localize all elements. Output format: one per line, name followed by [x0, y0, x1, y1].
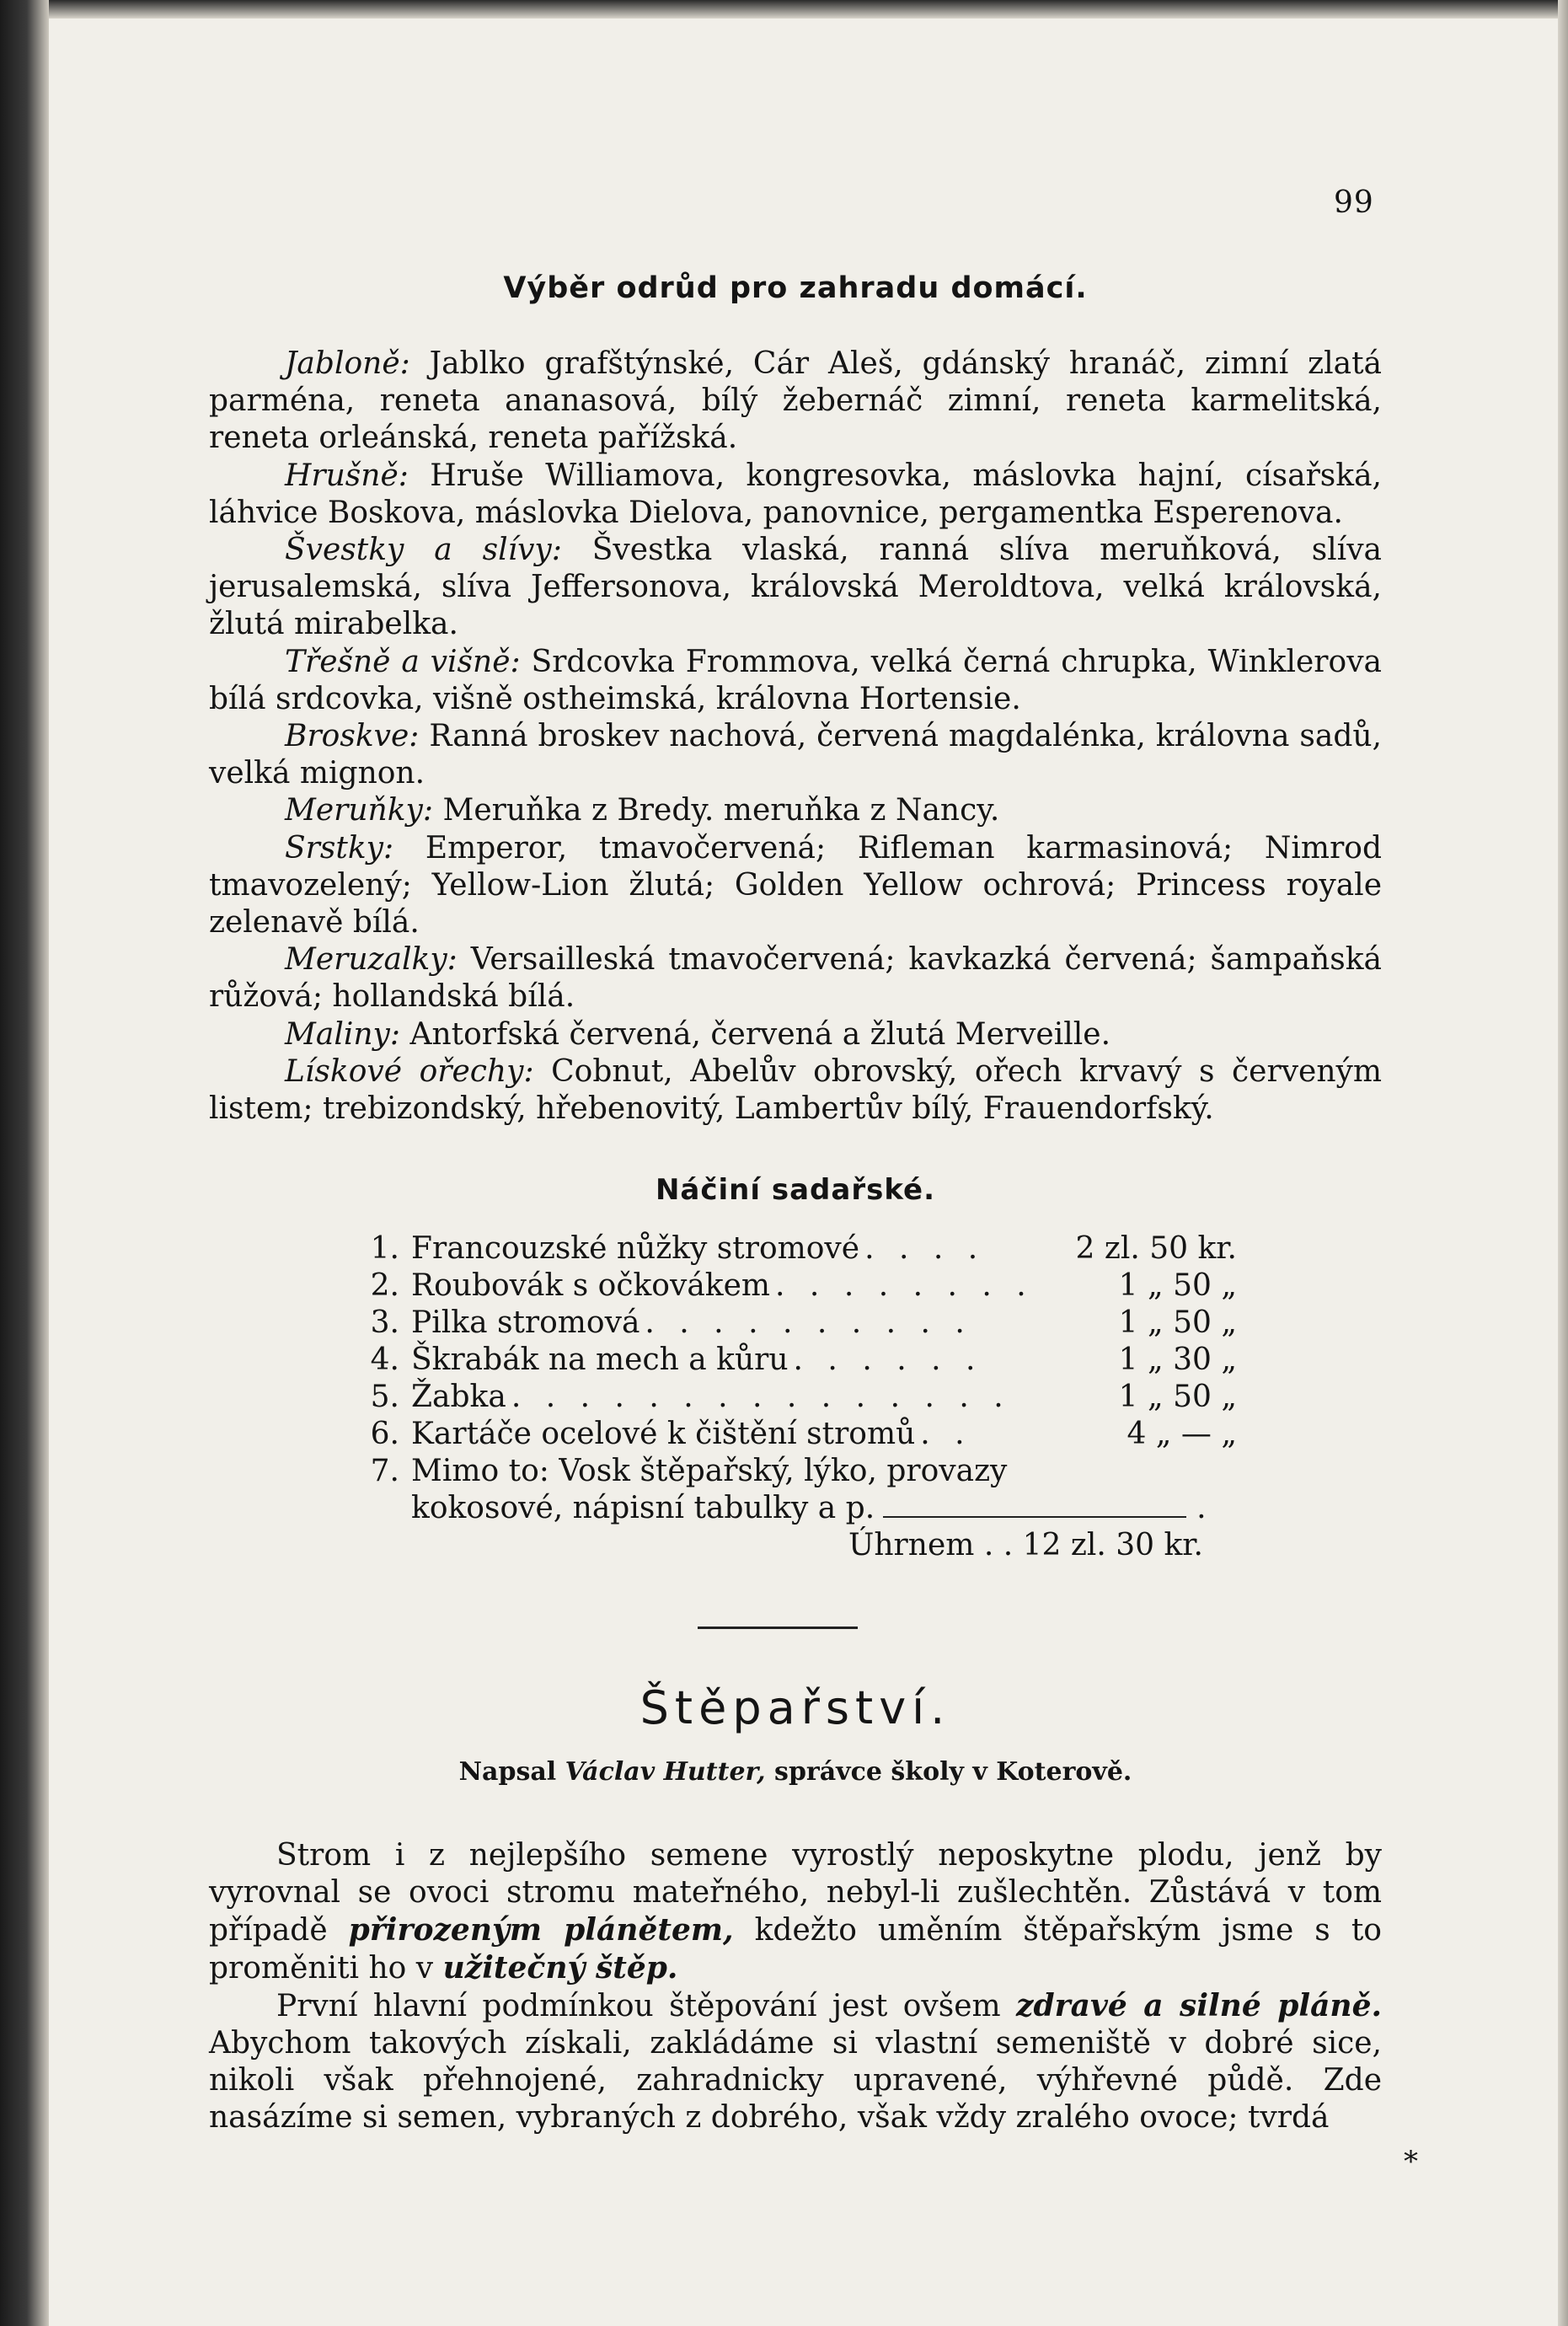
list-item: Meruňky: Meruňka z Bredy. meruňka z Nancy. [285, 793, 1000, 828]
table-row: 4. Škrabák na mech a kůru . . . . . . 1 „ 30 „ [370, 1343, 1237, 1377]
table-row: 5. Žabka . . . . . . . . . . . . . . . 1 „ 50 „ [370, 1380, 1237, 1414]
list-item: Meruzalky: Versailleská tmavočervená; kavkazká červená; šampaňská růžová; hollandská bílá. [209, 942, 1382, 1015]
section-title-tools: Náčiní sadařské. [655, 1173, 936, 1207]
total-amount: Úhrnem . . 12 zl. 30 kr. [848, 1528, 1203, 1562]
sum-rule [883, 1508, 1186, 1518]
list-item: Broskve: Ranná broskev nachová, červená magdalénka, královna sadů, velká mignon. [209, 719, 1382, 791]
section-divider [698, 1627, 858, 1629]
table-row: 6. Kartáče ocelové k čištění stromů . . 4 „ — „ [370, 1417, 1237, 1451]
list-item: Srstky: Emperor, tmavočervená; Rifleman karmasinová; Nimrod tmavozelený; Yellow-Lion žlutá; Golden Yellow ochrová; Princess royale zelenavě bílá. [209, 830, 1382, 941]
table-row: 2. Roubovák s očkovákem . . . . . . . . 1 „ 50 „ [370, 1268, 1237, 1303]
footnote-mark: * [1404, 2145, 1418, 2179]
scan-left-edge [0, 0, 49, 2326]
list-item: Švestky a slívy: Švestka vlaská, ranná slíva meruňková, slíva jerusalemská, slíva Jeffersonova, královská Meroldtova, velká královská, žlutá mirabelka. [209, 533, 1382, 642]
total-row [352, 1527, 1237, 1564]
list-item: Hrušně: Hruše Williamova, kongresovka, máslovka hajní, císařská, láhvice Boskova, máslovka Dielova, panovnice, pergamentka Esperenova. [209, 458, 1382, 530]
list-item: Lískové ořechy: Cobnut, Abelův obrovský, ořech krvavý s červeným listem; trebizondský, hřebenovitý, Lambertův bílý, Frauendorfský. [209, 1053, 1382, 1127]
list-item: Třešně a višně: Srdcovka Frommova, velká černá chrupka, Winklerova bílá srdcovka, višně ostheimská, královna Hortensie. [209, 644, 1382, 716]
section-title-varieties: Výběr odrůd pro zahradu domácí. [503, 271, 1088, 305]
list-item: Maliny: Antorfská červená, červená a žlutá Merveille. [285, 1016, 1111, 1052]
page-number: 99 [1334, 185, 1374, 220]
byline: Napsal Václav Hutter, správce školy v Koterově. [458, 1757, 1132, 1787]
table-row: kokosové, nápisní tabulky a p. . [411, 1491, 1207, 1525]
chapter-title: Štěpařství. [640, 1681, 951, 1734]
scan-right-edge [1558, 0, 1568, 2326]
paragraph: Strom i z nejlepšího semene vyrostlý neposkytne plodu, jenž by vyrovnal se ovoci stromu mateřného, nebyl-li zušlechtěn. Zůstává v tom případě přirozeným plánětem, kdežto uměním štěpařským jsme s to proměniti ho v užitečný štěp. [209, 1838, 1382, 1986]
paragraph: První hlavní podmínkou štěpování jest ovšem zdravé a silné pláně. Abychom takových získali, zakládáme si vlastní semeniště v dobré sice, nikoli však přehnojené, zahradnicky upravené, výhřevné půdě. Zde nasázíme si semen, vybraných z dobrého, však vždy zralého ovoce; tvrdá [209, 1988, 1383, 2135]
scan-top-edge [49, 0, 1568, 19]
chapter-body [209, 1837, 1382, 2136]
table-row: 1. Francouzské nůžky stromové . . . . 2 zl. 50 kr. [370, 1231, 1237, 1266]
table-row: 3. Pilka stromová . . . . . . . . . . 1 „ 50 „ [370, 1305, 1237, 1340]
varieties-list [209, 346, 1382, 1128]
list-item: Jabloně: Jablko grafštýnské, Cár Aleš, gdánský hranáč, zimní zlatá parména, reneta ananasová, bílý žebernáč zimní, reneta karmelitská, reneta orleánská, reneta pařížská. [209, 346, 1382, 456]
tools-price-list [352, 1230, 1237, 1564]
table-row: 7. Mimo to: Vosk štěpařský, lýko, provazy [370, 1454, 1008, 1488]
